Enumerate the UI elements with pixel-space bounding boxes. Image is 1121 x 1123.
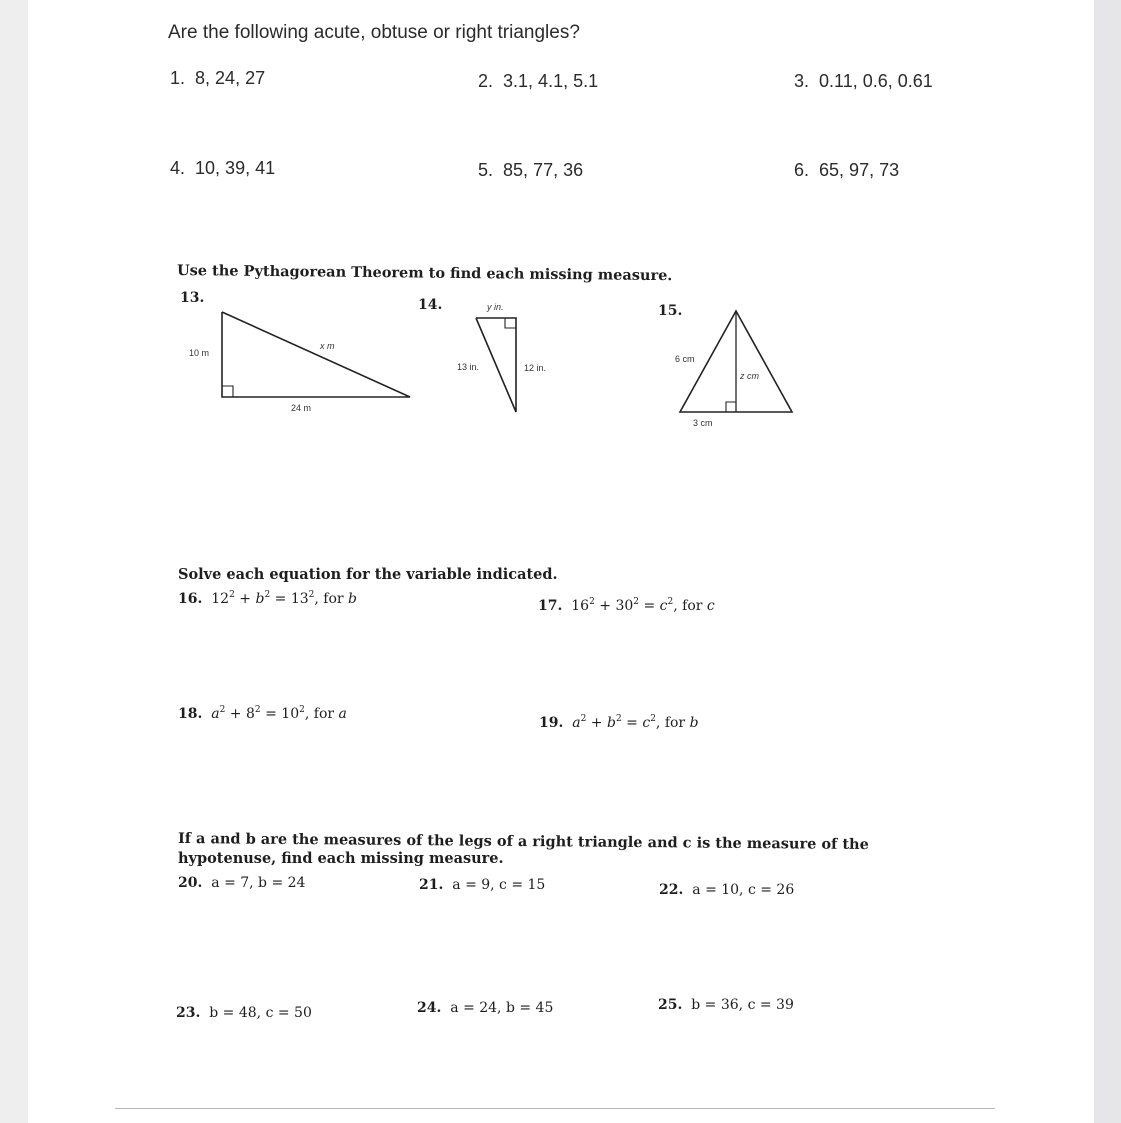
problem-15-number: 15. (658, 303, 683, 319)
term: 13 (290, 591, 309, 607)
problem-text: 0.11, 0.6, 0.61 (819, 71, 933, 91)
problem-22 (659, 882, 794, 898)
problem-text: b = 36, c = 39 (691, 997, 794, 1013)
problem-text: a = 10, c = 26 (692, 882, 795, 898)
problem-14-number: 14. (418, 297, 443, 313)
problem-number: 19. (539, 715, 564, 731)
term: , for (314, 591, 349, 607)
problem-number: 16. (178, 591, 203, 607)
problem-20 (178, 875, 305, 891)
problem-17: 17. $16^2 + 30^2 = c^2$, for c (538, 597, 715, 614)
problem-23 (176, 1005, 312, 1021)
problem-number: 21. (419, 877, 444, 893)
problem-text: a = 7, b = 24 (211, 875, 306, 891)
problem-number: 17. (538, 598, 563, 614)
term: 16 (571, 598, 590, 614)
problem-number: 3. (794, 71, 810, 91)
section4-title-line2: hypotenuse, find each missing measure. (178, 850, 504, 867)
problem-number: 1. (170, 68, 186, 88)
variable: b (689, 715, 699, 731)
problem-number: 23. (176, 1005, 201, 1021)
term: b (255, 591, 265, 607)
problem-16: 16. $12^2 + b^2 = 13^2$, for b (178, 590, 357, 607)
term: , for (673, 598, 707, 614)
triangle-13-bottom-label: 24 m (291, 403, 312, 413)
problem-number: 18. (178, 706, 203, 722)
problem-text: a = 9, c = 15 (452, 877, 546, 893)
triangle-14-right-label: 12 in. (524, 363, 547, 373)
term: b (607, 715, 616, 731)
problem-21 (419, 877, 545, 893)
triangle-15-side-label: 6 cm (675, 354, 695, 364)
term: c (659, 598, 668, 614)
problem-25 (658, 997, 794, 1013)
problem-text: a = 24, b = 45 (450, 1000, 554, 1016)
term: c (642, 715, 651, 731)
triangle-13-hyp-label: x m (320, 341, 335, 351)
problem-number: 2. (478, 71, 494, 91)
problem-text: 85, 77, 36 (503, 160, 584, 180)
term: , for (304, 706, 339, 722)
variable: c (706, 598, 715, 614)
triangle-14-left-label: 13 in. (457, 362, 480, 372)
problem-13-number: 13. (180, 290, 205, 306)
problem-number: 22. (659, 882, 684, 898)
problem-18: 18. $a^2 + 8^2 = 10^2$, for a (178, 705, 347, 722)
triangle-14-top-label: y in. (487, 302, 504, 312)
problem-number: 25. (658, 997, 683, 1013)
problem-number: 20. (178, 875, 203, 891)
problem-text: 65, 97, 73 (819, 160, 900, 180)
term: 12 (211, 591, 230, 607)
problem-19: 19. $a^2 + b^2 = c^2$, for b (539, 714, 699, 731)
term: 30 (615, 598, 634, 614)
term: a (211, 706, 220, 722)
section1-title: Are the following acute, obtuse or right triangles? (168, 22, 580, 43)
problem-number: 5. (478, 160, 494, 180)
term: , for (655, 715, 690, 731)
problem-text: 10, 39, 41 (195, 158, 276, 178)
problem-text: 3.1, 4.1, 5.1 (503, 71, 599, 91)
problem-24 (417, 1000, 553, 1016)
section2-title: Use the Pythagorean Theorem to find each missing measure. (176, 262, 673, 285)
problem-number: 4. (170, 158, 186, 178)
triangle-15-base-label: 3 cm (693, 418, 713, 428)
section3-title: Solve each equation for the variable indicated. (178, 566, 558, 583)
term: a (572, 715, 581, 731)
problem-text: b = 48, c = 50 (209, 1005, 312, 1021)
variable: b (348, 591, 357, 607)
problem-number: 6. (794, 160, 810, 180)
variable: a (338, 706, 347, 722)
problem-text: 8, 24, 27 (195, 68, 266, 88)
term: 8 (246, 706, 255, 722)
term: 10 (281, 706, 300, 722)
section4-title-line1: If a and b are the measures of the legs of a right triangle and c is the measure of the (177, 830, 869, 854)
triangle-13-left-label: 10 m (189, 348, 210, 358)
problem-number: 24. (417, 1000, 442, 1016)
triangle-15-height-label: z cm (740, 371, 759, 381)
